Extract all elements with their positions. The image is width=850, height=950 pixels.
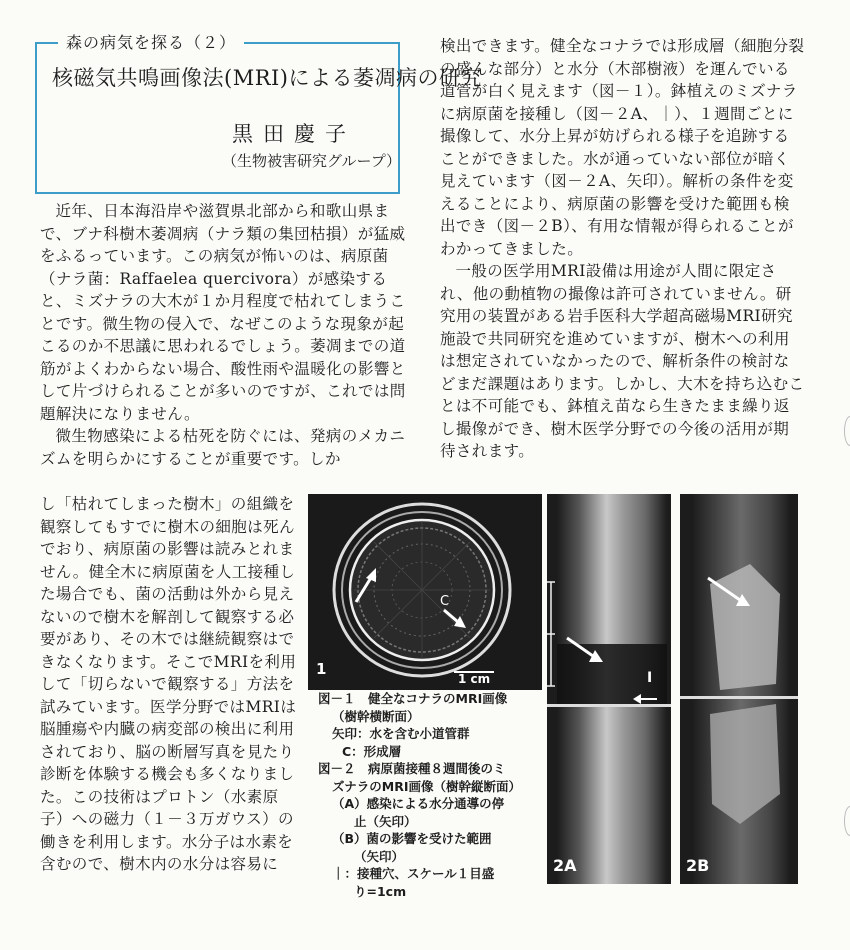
paragraph: し「枯れてしまった樹木」の組織を観察してもすでに樹木の細胞は死んでおり、病原菌の影響は読みとれません。健全木に病原菌を人工接種した場合でも、菌の活動は外から見えないので樹木を解剖して観察する必要があり、その木では継続観察はできなくなります。そこでMRIを利用して「切らないで観察する」方法を試みています。医学分野ではMRIは脳腫瘍や内臓の病変部の検出に利用されており、脳の断層写真を見たり診断を体験する機会も多くなりました。この技術はプロトン（水素原子）への磁力（１－３万ガウス）の働きを利用します。水分子は水素を含むので、樹木内の水分は容易に [40,495,297,873]
caption-line: ｜：接種穴、スケール１目盛 [332,866,495,881]
body-column-left-top [40,200,410,470]
caption-line: （樹幹横断面） [332,708,420,724]
figure-caption [318,690,558,900]
figure-2a-mri-longitudinal [547,494,671,884]
caption-line: （A）感染による水分通導の停 [332,796,505,811]
page-edge-mark [844,806,850,836]
figure-2a-label: 2A [553,856,577,875]
body-column-right [440,35,805,463]
series-label: 森の病気を探る（２） [58,30,244,53]
article-title: 核磁気共鳴画像法(MRI)による萎凋病の研究 [52,66,482,90]
page-edge-mark [844,416,850,446]
caption-line: C：形成層 [342,743,402,759]
inoculation-marker: I [647,670,653,686]
caption-line: （矢印） [354,848,405,864]
figure-1-label: 1 [316,660,327,678]
paragraph: 近年、日本海沿岸や滋賀県北部から和歌山県まで、ブナ科樹木萎凋病（ナラ類の集団枯損）が猛威をふるっています。この病気が怖いのは、病原菌（ナラ菌：Raffaelea quercivora）が感染すると、ミズナラの大木が１か月程度で枯れてしまうことです。微生物の侵入で、なぜこのような現象が起こるのか不思議に思われるでしょう。萎凋までの道筋がよくわからない場合、酸性雨や温暖化の影響として片づけられることが多いのですが、これでは問題解決になりません。 [40,202,406,423]
body-column-left-narrow [40,493,298,876]
caption-line: り=1cm [354,883,407,899]
paragraph: 一般の医学用MRI設備は用途が人間に限定され、他の動植物の撮像は許可されていません。研究用の装置がある岩手医科大学超高磁場MRI研究施設で共同研究を進めていますが、樹木への利用は想定されていなかったので、解析条件の検討などまだ課題はあります。しかし、大木を持ち込むことは不可能でも、鉢植え苗なら生きたまま繰り返し撮像ができ、樹木医学分野での今後の活用が期待されます。 [440,262,805,460]
paragraph: 微生物感染による枯死を防ぐには、発病のメカニズムを明らかにすることが重要です。しか [40,427,406,468]
caption-line: （B）菌の影響を受けた範囲 [332,831,492,846]
caption-line: 止（矢印） [354,813,417,829]
paragraph: 検出できます。健全なコナラでは形成層（細胞分裂の盛んな部分）と水分（木部樹液）を運んでいる道管が白く見えます（図－１）。鉢植えのミズナラに病原菌を接種し（図－２A、｜）、１週間ごとに撮像して、水分上昇が妨げられる様子を追跡することができました。水が通っていない部位が暗く見えています（図－２A、矢印）。解析の条件を変えることにより、病原菌の影響を受けた範囲も検出でき（図－２B）、有用な情報が得られることがわかってきました。 [440,37,805,258]
cambium-marker: C [440,594,450,609]
caption-line: 図－２ 病原菌接種８週間後のミ [318,761,506,776]
mri-cross-section-image [308,494,542,690]
caption-line: 図－１ 健全なコナラのMRI画像 [318,691,508,706]
figure-2b-mri-longitudinal [680,494,798,884]
scale-label: 1 cm [458,672,491,686]
caption-line: 矢印：水を含む小道管群 [332,726,470,741]
figure-2b-label: 2B [686,856,710,875]
author-affiliation: （生物被害研究グループ） [222,152,401,170]
mri-longitudinal-image-a [547,494,671,884]
mri-longitudinal-image-b [680,494,798,884]
author-name: 黒田慶子 [232,122,356,146]
caption-line: ズナラのMRI画像（樹幹縦断面） [332,778,521,794]
figure-1-mri-cross-section [308,494,542,690]
